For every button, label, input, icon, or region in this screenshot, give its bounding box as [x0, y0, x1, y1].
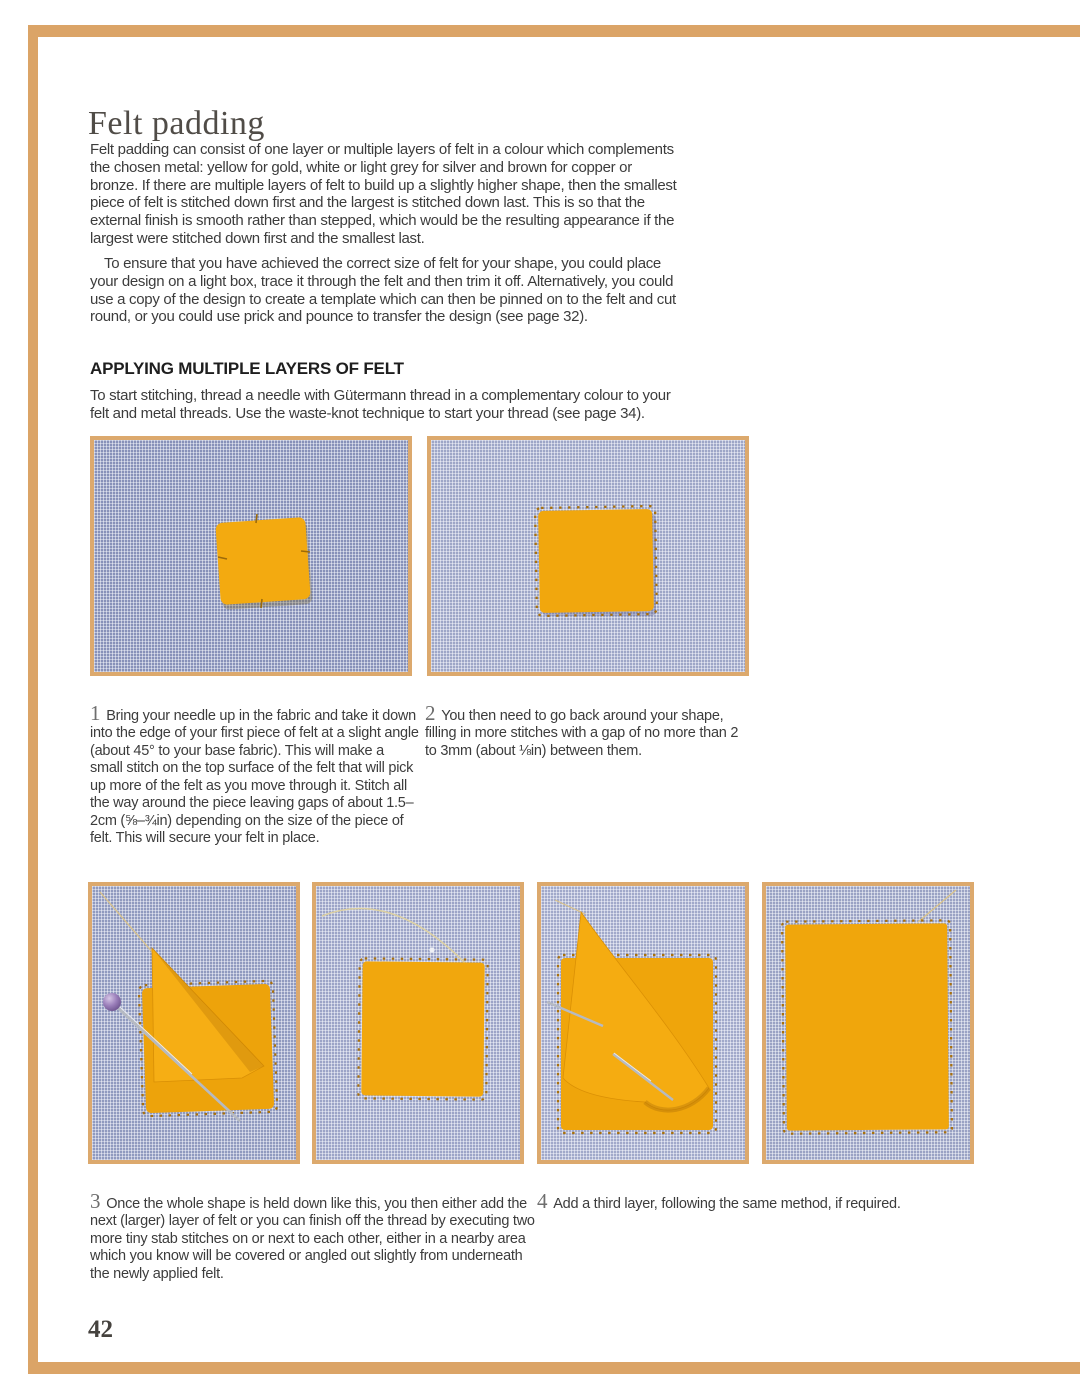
- step-number-3: 3: [90, 1188, 101, 1213]
- section-body: To start stitching, thread a needle with Gütermann thread in a complementary colour to your felt and metal threads. Use the waste-knot technique to start your thread (see page 34).: [90, 387, 671, 422]
- step-text-2: You then need to go back around your shape, filling in more stitches with a gap of no more than 2 to 3mm (about ⅛in) between them.: [425, 707, 739, 759]
- step-caption-3: [90, 1188, 538, 1284]
- step-caption-4: [537, 1188, 977, 1214]
- felt-square-tacked-illustration: [94, 440, 408, 672]
- step1-photo: [90, 436, 412, 676]
- page-frame-top: [28, 25, 1080, 37]
- page-frame-left: [28, 25, 38, 1374]
- page-title: Felt padding: [88, 104, 265, 142]
- step-number-1: 1: [90, 700, 101, 725]
- step-caption-1: [90, 700, 420, 848]
- page-frame-bottom: [28, 1362, 1080, 1374]
- felt-folded-pin-illustration: [92, 886, 296, 1160]
- step3-photo: [88, 882, 300, 1164]
- intro-paragraph-2: To ensure that you have achieved the correct size of felt for your shape, you could place your design on a light box, trace it through the felt and then trim it off. Alternatively, you could use a copy of the design to create a template which can then be pinned on to the felt and cut round, or you could use prick and pounce to transfer the design (see page 32).: [90, 255, 676, 326]
- felt-second-layer-stitched-illustration: [316, 886, 520, 1160]
- step4-photo: [312, 882, 524, 1164]
- step5-photo: [537, 882, 749, 1164]
- step-text-1: Bring your needle up in the fabric and take it down into the edge of your first piece of felt at a slight angle (about 45° to your base fabric). This will make a small stitch on the top surface of the felt that will pick up more of the felt as you move through it. Stitch all the way around the piece leaving gaps of about 1.5–2cm (⅝–¾in) depending on the size of the piece of felt. This will secure your felt in place.: [90, 707, 419, 846]
- step-text-3: Once the whole shape is held down like this, you then either add the next (larger) layer of felt or you can finish off the thread by executing two more tiny stab stitches on or next to each other, either in a nearby area which you know will be covered or angled out slightly from underneath the newly applied felt.: [90, 1195, 535, 1282]
- step-text-4: Add a third layer, following the same method, if required.: [553, 1195, 901, 1212]
- step2-photo: [427, 436, 749, 676]
- intro-paragraph-1: Felt padding can consist of one layer or multiple layers of felt in a colour which complements the chosen metal: yellow for gold, white or light grey for silver and brown for copper or bronze. If there are multiple layers of felt to build up a slightly higher shape, then the smallest piece of felt is stitched down first and the largest is stitched down last. This is so that the external finish is smooth rather than stepped, which would be the resulting appearance if the largest were stitched down first and the smallest last.: [90, 141, 677, 247]
- section-heading: APPLYING MULTIPLE LAYERS OF FELT: [90, 359, 404, 379]
- felt-third-layer-stitched-illustration: [766, 886, 970, 1160]
- step6-photo: [762, 882, 974, 1164]
- felt-square-stitched-illustration: [431, 440, 745, 672]
- step-number-2: 2: [425, 700, 436, 725]
- page-number: 42: [88, 1316, 113, 1343]
- step-number-4: 4: [537, 1188, 548, 1213]
- step-caption-2: [425, 700, 750, 761]
- felt-third-layer-folded-illustration: [541, 886, 745, 1160]
